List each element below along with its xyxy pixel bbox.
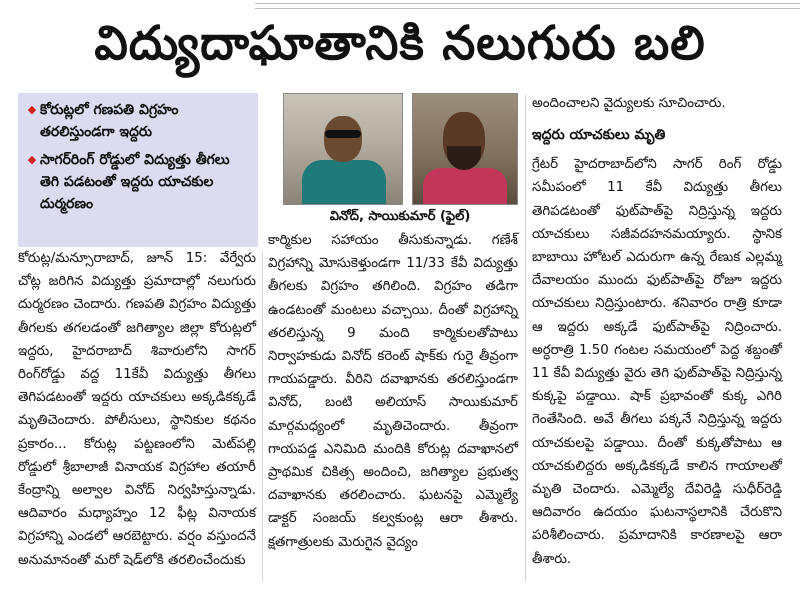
bullet-icon: ◆ [27,103,37,116]
article-paragraph: కార్మికుల సహాయం తీసుకున్నాడు. గణేశ్ విగ్రహాన్ని మోసుకెళ్తుండగా 11/33 కేవీ విద్యుత్తు తీగలకు విగ్రహం తగిలింది. విగ్రహం తడిగా ఉండటంతో మంటలు వచ్చాయి. దీంతో విగ్రహాన్ని తరలిస్తున్న 9 మంది కార్మికులతోపాటు నిర్వాహకుడు వినోద్ కరెంట్ షాక్‌కు గురై తీవ్రంగా గాయపడ్డారు. వీరిని దవాఖానకు తరలిస్తుండగా వినోద్, బంటి అలియాస్ సాయికుమార్ మార్గమధ్యంలో మృతిచెందారు. తీవ్రంగా గాయపడ్డ ఎనిమిది మందికి కోరుట్ల దవాఖానలో ప్రాథమిక చికిత్స అందించి, జగిత్యాల ప్రభుత్వ దవాఖానకు తరలించారు. ఘటనపై ఎమ్మెల్యే డాక్టర్ సంజయ్ కల్వకుంట్ల ఆరా తీశారు. క్షతగాత్రులకు మెరుగైన వైద్యం [268,233,518,550]
highlight-item [24,99,250,143]
photo-figure [423,168,507,205]
article-paragraph: గ్రేటర్ హైదరాబాద్‌లోని సాగర్ రింగ్ రోడ్డు సమీపంలో 11 కేవీ విద్యుత్తు తీగలు తెగిపడటంతో ఫుట్‌పాత్‌పై నిద్రిస్తున్న ఇద్దరు యాచకులు సజీవదహనమయ్యారు. స్థానిక బాబాయి హోటల్ ఎదురుగా ఉన్న రేణుక ఎల్లమ్మ దేవాలయం ముందు ఫుట్‌పాత్‌పై రోజూ ఇద్దరు యాచకులు నిద్రిస్తుంటారు. శనివారం రాత్రి కూడా ఆ ఇద్దరు అక్కడే ఫుట్‌పాత్‌పై నిద్రించారు. అర్ధరాత్రి 1.50 గంటల సమయంలో పెద్ద శబ్దంతో 11 కేవీ విద్యుత్తు వైరు తెగి ఫుట్‌పాత్‌పై నిద్రిస్తున్న కుక్కపై పడ్డాయి. షాక్ ప్రభావంతో కుక్క ఎగిరి గెంతేసింది. అవే తీగలు పక్కనే నిద్రిస్తున్న ఇద్దరు యాచకులపై పడ్డాయి. దీంతో కుక్కతోపాటు ఆ యాచకులిద్దరు అక్కడికక్కడే కాలిన గాయాలతో మృతి చెందారు. ఎమ్మెల్యే దేవిరెడ్డి సుధీర్‌రెడ్డి ఆదివారం ఉదయం ఘటనాస్థలానికి చేరుకొని పరిశీలించారు. ప్రమాదానికి కారణాలపై ఆరా తీశారు. [532,157,782,567]
article-column-3 [532,92,782,571]
article-paragraph: కోరుట్ల/మన్సూరాబాద్, జూన్ 15: వేర్వేరు చోట్ల జరిగిన విద్యుత్తు ప్రమాదాల్లో నలుగురు దుర్మరణం చెందారు. గణపతి విగ్రహం విద్యుత్తు తీగలకు తగలడంతో జగిత్యాల జిల్లా కోరుట్లలో ఇద్దరు, హైదరాబాద్ శివారులోని సాగర్ రింగ్‌రోడ్డు వద్ద 11కేవీ విద్యుత్తు తీగలు తెగిపడటంతో ఇద్దరు యాచకులు అక్కడికక్కడే మృతిచెందారు. పోలీసులు, స్థానికుల కథనం ప్రకారం... కోరుట్ల పట్టణంలోని మెట్‌పల్లి రోడ్డులో శ్రీబాలాజీ వినాయక విగ్రహాల తయారీ కేంద్రాన్ని అల్వాల వినోద్ నిర్వహిస్తున్నాడు. ఆదివారం మధ్యాహ్నం 12 ఫీట్ల వినాయక విగ్రహాన్ని ఎండలో ఆరబెట్టారు. వర్షం వస్తుందనే అనుమానంతో మరో షెడ్‌లోకి తరలించేందుకు [18,251,256,568]
article-column-1 [18,247,256,572]
photo-figure [302,160,386,205]
headline: విద్యుదాఘాతానికి నలుగురు బలి [94,16,706,71]
photo-vinod [283,93,403,205]
article-column-2 [268,229,518,554]
sunglasses-icon [325,130,361,138]
photo-caption: వినోద్, సాయికుమార్ (ఫైల్) [329,209,471,224]
bullet-icon: ◆ [27,153,37,166]
photo-head [324,116,362,162]
subheading: ఇద్దరు యాచకులు మృతి [532,127,666,144]
highlight-item [24,149,250,215]
photo-saikumar [412,93,518,205]
highlight-text: సాగర్‌రింగ్ రోడ్డులో విద్యుత్తు తీగలు తెగి పడటంతో ఇద్దరు యాచకుల దుర్మరణం [40,152,230,212]
photo-beard [447,146,481,170]
highlight-text: కోరుట్లలో గణపతి విగ్రహం తరలిస్తుండగా ఇద్దరు [40,102,179,140]
column-divider [525,95,526,582]
article-paragraph: అందించాలని వైద్యులకు సూచించారు. [532,96,726,111]
highlights-box [18,93,258,247]
column-divider [262,252,263,582]
